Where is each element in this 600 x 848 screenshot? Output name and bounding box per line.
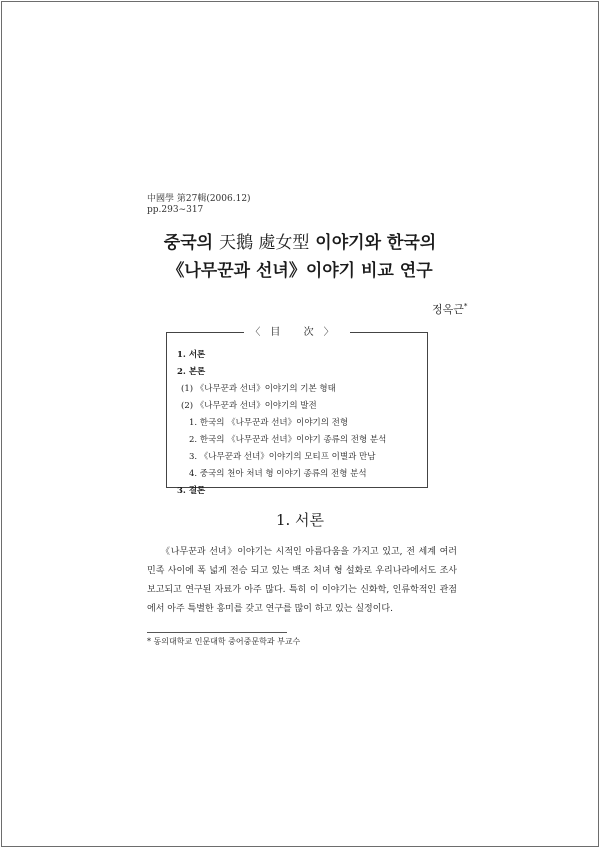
title-line-1 bbox=[0, 229, 600, 257]
journal-pages: pp.293∼317 bbox=[147, 205, 204, 215]
author-name: 정옥근 bbox=[432, 303, 464, 316]
journal-info bbox=[147, 194, 251, 216]
toc-item: 2. 한국의 《나무꾼과 선녀》이야기 종류의 전형 분석 bbox=[189, 435, 387, 445]
toc-item: 1. 한국의 《나무꾼과 선녀》이야기의 전형 bbox=[189, 418, 349, 428]
toc-item: 4. 중국의 천아 처녀 형 이야기 종류의 전형 분석 bbox=[189, 469, 367, 479]
title-line-1-b: 이야기와 한국의 bbox=[309, 233, 437, 253]
toc-list bbox=[177, 347, 386, 500]
toc-item: 1. 서론 bbox=[177, 350, 206, 360]
footnote-divider bbox=[147, 632, 287, 633]
title-line-1-a: 중국의 bbox=[163, 233, 219, 253]
footnote: * 동의대학교 인문대학 중어중문학과 부교수 bbox=[147, 637, 301, 646]
paper-title bbox=[0, 229, 600, 285]
title-line-2: 《나무꾼과 선녀》이야기 비교 연구 bbox=[167, 261, 433, 281]
toc-item: 2. 본론 bbox=[177, 367, 206, 377]
toc-item: (1) 《나무꾼과 선녀》이야기의 기본 형태 bbox=[181, 384, 336, 394]
section-heading: 1. 서론 bbox=[275, 511, 325, 529]
toc-header: 〈目 次〉 bbox=[167, 326, 427, 340]
author bbox=[432, 301, 467, 317]
toc-item: 3. 《나무꾼과 선녀》이야기의 모티프 이별과 만남 bbox=[189, 452, 376, 462]
author-footnote-mark: * bbox=[463, 302, 468, 311]
title-hanja: 天鵝 處女型 bbox=[218, 233, 310, 253]
toc-item: 3. 결론 bbox=[177, 486, 206, 496]
toc-item: (2) 《나무꾼과 선녀》이야기의 발전 bbox=[181, 401, 317, 411]
table-of-contents bbox=[166, 327, 428, 496]
body-paragraph: 《나무꾼과 선녀》이야기는 시적인 아름다움을 가지고 있고, 전 세계 여러 민족 사이에 폭 넓게 전승 되고 있는 백조 처녀 형 설화로 우리나라에서도 조사 보고되고 연구된 자료가 아주 많다. 특히 이 이야기는 신화학, 인류학적인 관점에서 아주 특별한 흥미를 갖고 연구를 많이 하고 있는 실정이다. bbox=[147, 547, 457, 614]
journal-volume: 中國學 第27輯(2006.12) bbox=[147, 194, 251, 204]
